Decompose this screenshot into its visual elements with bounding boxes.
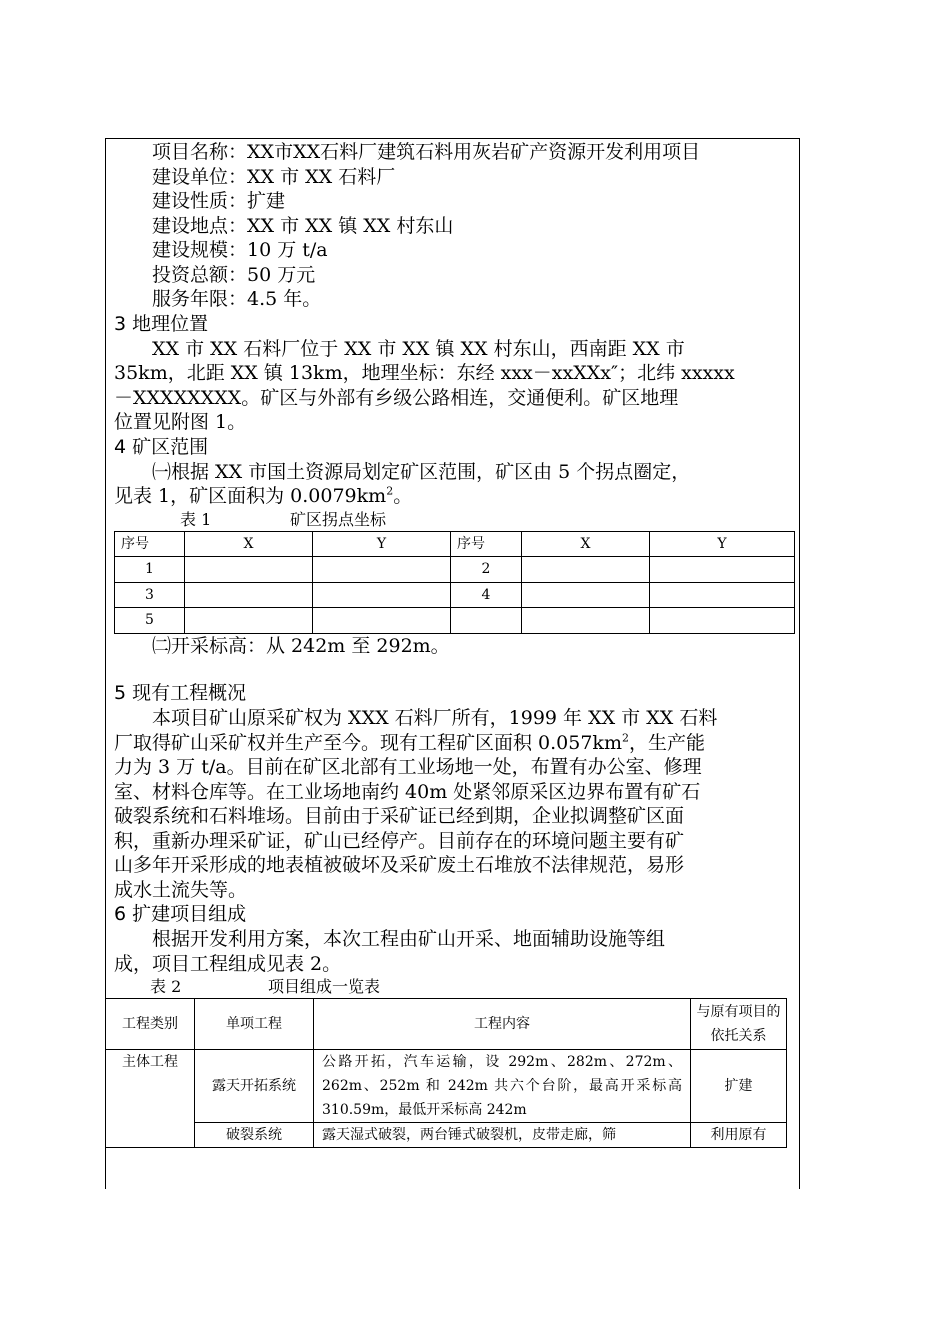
content-cell: 露天湿式破裂，两台锤式破裂机，皮带走廊，筛 — [314, 1123, 691, 1148]
info-row — [114, 238, 794, 263]
document-body — [114, 140, 794, 1148]
superscript: 2 — [621, 731, 629, 745]
section-heading-location: 3 地理位置 — [114, 312, 209, 335]
table-cell — [185, 608, 313, 634]
table-cell: 5 — [115, 608, 185, 634]
table-cell — [185, 557, 313, 583]
table-cell: 2 — [451, 557, 522, 583]
paragraph-line — [114, 484, 794, 509]
table-cell — [522, 557, 650, 583]
header-cell: 与原有项目的依托关系 — [691, 999, 787, 1050]
table-row — [115, 557, 795, 583]
paragraph-line: 成，项目工程组成见表 2。 — [114, 952, 342, 975]
table-cell — [522, 608, 650, 634]
item-cell: 破裂系统 — [195, 1123, 314, 1148]
coordinates-table — [114, 531, 795, 634]
info-row — [114, 165, 794, 190]
info-value: 扩建 — [247, 190, 286, 212]
table-cell: 4 — [451, 582, 522, 608]
table-header-row — [106, 999, 787, 1050]
info-label: 投资总额： — [152, 263, 248, 286]
table-cell — [650, 608, 795, 634]
table-2-caption — [114, 976, 794, 998]
paragraph-line: 成水土流失等。 — [114, 878, 248, 901]
header-cell: 序号 — [451, 531, 522, 557]
relation-cell: 利用原有 — [691, 1123, 787, 1148]
table-cell — [313, 557, 451, 583]
table-cell — [451, 608, 522, 634]
info-label: 建设性质： — [152, 190, 248, 212]
info-label: 项目名称： — [152, 141, 248, 163]
relation-cell: 扩建 — [691, 1050, 787, 1123]
area-text: 见表 1，矿区面积为 0.0079km — [114, 485, 387, 507]
info-value: 50 万元 — [247, 263, 316, 286]
info-value: XX 市 XX 镇 XX 村东山 — [247, 214, 454, 237]
table-header-row — [115, 531, 795, 557]
paragraph-line — [114, 731, 794, 756]
table-row — [106, 1050, 787, 1123]
area-text: 厂取得矿山采矿权并生产至今。现有工程矿区面积 0.057km — [114, 731, 622, 754]
paragraph-line: 位置见附图 1。 — [114, 411, 247, 433]
table-cell: 3 — [115, 582, 185, 608]
header-cell: 工程内容 — [314, 999, 691, 1050]
table-number: 表 2 — [150, 977, 182, 996]
header-cell: Y — [313, 531, 451, 557]
header-cell: X — [185, 531, 313, 557]
info-value: 10 万 t/a — [247, 239, 328, 261]
table-1-caption — [114, 509, 794, 531]
paragraph-line: －XXXXXXXX。矿区与外部有乡级公路相连，交通便利。矿区地理 — [114, 386, 679, 409]
info-row — [114, 263, 794, 288]
blank-line — [114, 658, 794, 681]
info-value: XX 市 XX 石料厂 — [247, 165, 396, 188]
table-cell — [313, 582, 451, 608]
table-row — [115, 582, 795, 608]
info-label: 服务年限： — [152, 288, 248, 310]
paragraph-line: 山多年开采形成的地表植被破坏及采矿废土石堆放不法律规范，易形 — [114, 854, 685, 876]
paragraph-line: 力为 3 万 t/a。目前在矿区北部有工业场地一处，布置有办公室、修理 — [114, 756, 702, 778]
paragraph-line: XX 市 XX 石料厂位于 XX 市 XX 镇 XX 村东山，西南距 XX 市 — [152, 337, 685, 360]
paragraph-line: 积，重新办理采矿证，矿山已经停产。目前存在的环境问题主要有矿 — [114, 829, 685, 852]
table-title: 项目组成一览表 — [268, 977, 381, 996]
header-cell: 工程类别 — [106, 999, 195, 1050]
project-info — [114, 140, 794, 312]
table-cell — [650, 582, 795, 608]
info-row — [114, 189, 794, 214]
table-cell — [650, 557, 795, 583]
info-value: XX市XX石料厂建筑石料用灰岩矿产资源开发利用项目 — [247, 141, 701, 163]
table-cell — [522, 582, 650, 608]
superscript: 2 — [386, 484, 394, 498]
area-text-end: ，生产能 — [628, 731, 705, 754]
paragraph-line: 室、材料仓库等。在工业场地南约 40m 处紧邻原采区边界布置有矿石 — [114, 780, 701, 803]
header-cell: X — [522, 531, 650, 557]
content-cell: 公路开拓，汽车运输，设 292m、282m、272m、262m、252m 和 242m 共六个台阶，最高开采标高 310.59m，最低开采标高 242m — [314, 1050, 691, 1123]
table-row — [106, 1123, 787, 1148]
info-row — [114, 214, 794, 239]
section-heading-mining-area: 4 矿区范围 — [114, 435, 209, 458]
area-text-end: 。 — [393, 485, 413, 507]
paragraph-line: 本项目矿山原采矿权为 XXX 石料厂所有，1999 年 XX 市 XX 石料 — [152, 707, 718, 729]
item-cell: 露天开拓系统 — [195, 1050, 314, 1123]
info-row — [114, 140, 794, 165]
table-cell: 1 — [115, 557, 185, 583]
table-cell — [313, 608, 451, 634]
header-cell: 序号 — [115, 531, 185, 557]
paragraph-line: ㈡开采标高：从 242m 至 292m。 — [152, 634, 450, 657]
info-label: 建设规模： — [152, 239, 248, 261]
category-cell: 主体工程 — [106, 1050, 195, 1148]
table-cell — [185, 582, 313, 608]
paragraph-line: 35km，北距 XX 镇 13km，地理坐标：东经 xxx－xxXXx″；北纬 xxxxx — [114, 362, 735, 384]
info-value: 4.5 年。 — [247, 288, 322, 310]
header-cell: Y — [650, 531, 795, 557]
paragraph-line: ㈠根据 XX 市国土资源局划定矿区范围，矿区由 5 个拐点圈定， — [152, 460, 691, 483]
info-label: 建设单位： — [152, 165, 248, 188]
table-title: 矿区拐点坐标 — [290, 509, 387, 529]
table-row — [115, 608, 795, 634]
section-heading-existing: 5 现有工程概况 — [114, 682, 247, 704]
info-row — [114, 287, 794, 312]
table-number: 表 1 — [180, 509, 212, 529]
paragraph-line: 根据开发利用方案，本次工程由矿山开采、地面辅助设施等组 — [152, 928, 666, 950]
header-cell: 单项工程 — [195, 999, 314, 1050]
info-label: 建设地点： — [152, 214, 248, 237]
paragraph-line: 破裂系统和石料堆场。目前由于采矿证已经到期，企业拟调整矿区面 — [114, 805, 685, 827]
section-heading-composition: 6 扩建项目组成 — [114, 903, 247, 925]
composition-table — [105, 998, 787, 1148]
